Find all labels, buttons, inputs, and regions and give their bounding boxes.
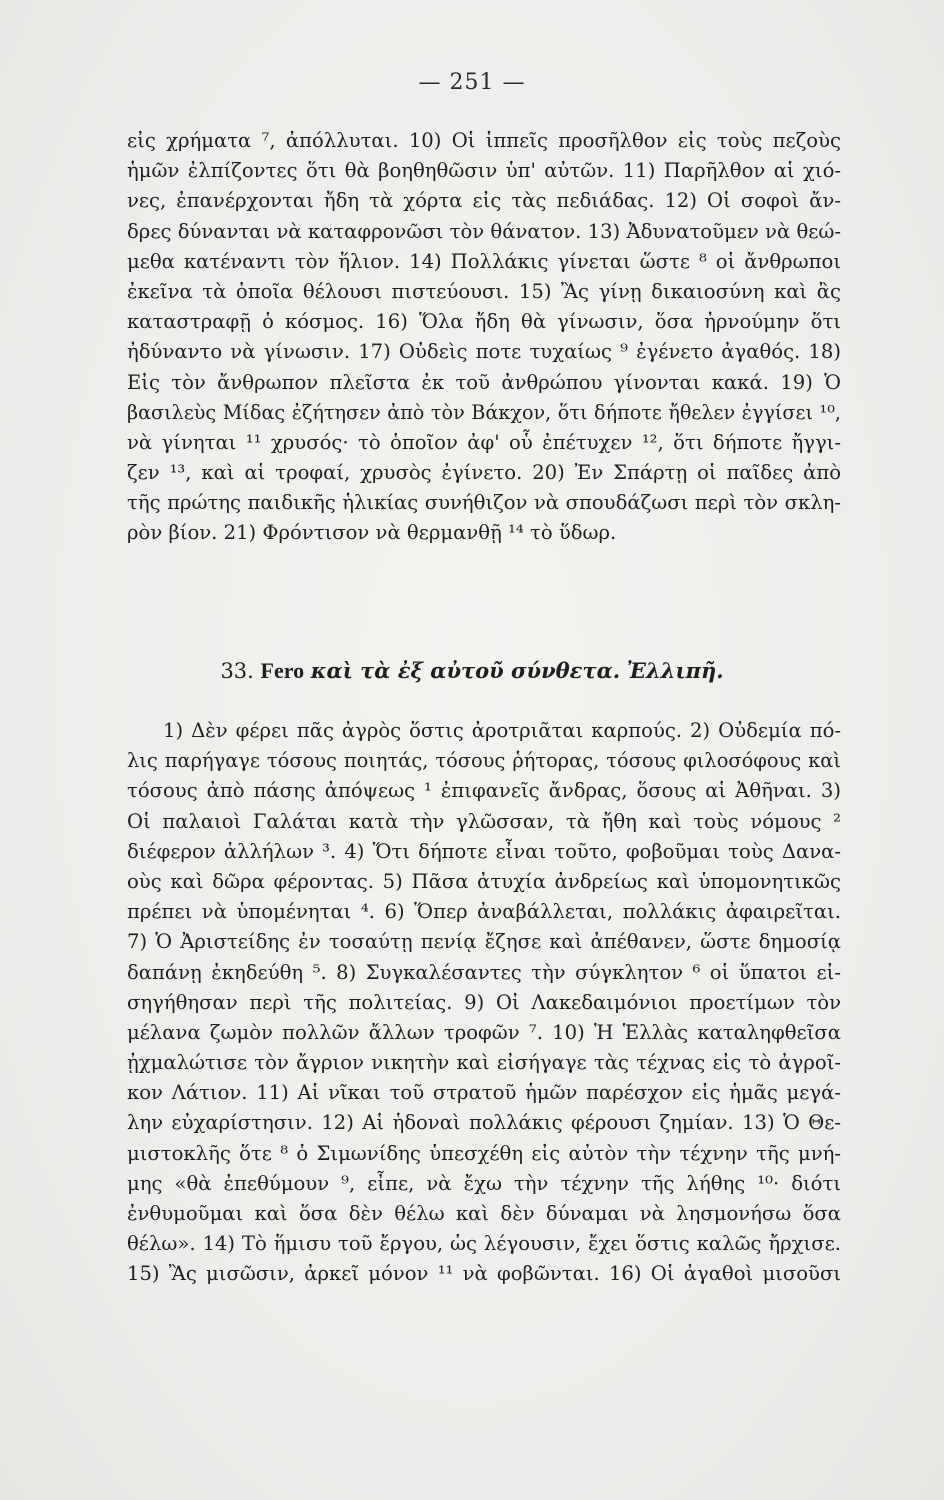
section-latin-word: Fero (260, 658, 305, 683)
text-line: ἐνθυμοῦμαι καὶ ὅσα δὲν θέλω καὶ δὲν δύναμαι νὰ λησμονήσω ὅσα (127, 1202, 841, 1225)
text-line: μέλανα ζωμὸν πολλῶν ἄλλων τροφῶν ⁷. 10) Ἡ Ἑλλὰς καταληφθεῖσα (127, 1020, 841, 1044)
text-line: 7) Ὁ Ἀριστείδης ἐν τοσαύτῃ πενίᾳ ἔζησε καὶ ἀπέθανεν, ὥστε δημοσίᾳ (127, 930, 841, 954)
text-line: μιστοκλῆς ὅτε ⁸ ὁ Σιμωνίδης ὑπεσχέθη εἰς αὐτὸν τὴν τέχνην τῆς μνή- (127, 1141, 841, 1165)
text-line: ρὸν βίον. 21) Φρόντισον νὰ θερμανθῇ ¹⁴ τὸ ὕδωρ. (127, 521, 617, 545)
exercise-text-block-1 (127, 126, 841, 549)
text-line: βασιλεὺς Μίδας ἐζήτησεν ἀπὸ τὸν Βάκχον, ὅτι δήποτε ἤθελεν ἐγγίσει ¹⁰, (127, 400, 841, 424)
text-line: μης «θὰ ἐπεθύμουν ⁹, εἶπε, νὰ ἔχω τὴν τέχνην τῆς λήθης ¹⁰· διότι (127, 1171, 841, 1195)
text-line: νὰ γίνηται ¹¹ χρυσός· τὸ ὁποῖον ἀφ' οὗ ἐπέτυχεν ¹², ὅτι δήποτε ἤγγι- (127, 430, 841, 454)
text-line: καταστραφῇ ὁ κόσμος. 16) Ὅλα ἤδη θὰ γίνωσιν, ὅσα ἠρνούμην ὅτι (127, 310, 841, 334)
page-number: — 251 — (418, 70, 526, 95)
text-line: ἡμῶν ἐλπίζοντες ὅτι θὰ βοηθηθῶσιν ὑπ' αὐτῶν. 11) Παρῆλθον αἱ χιό- (127, 159, 841, 183)
text-line: ἐκεῖνα τὰ ὁποῖα θέλουσι πιστεύουσι. 15) Ἂς γίνῃ δικαιοσύνη καὶ ἂς (127, 279, 841, 303)
text-line: λην εὐχαρίστησιν. 12) Αἱ ἡδοναὶ πολλάκις φέρουσι ζημίαν. 13) Ὁ Θε- (127, 1111, 841, 1135)
text-line: διέφερον ἀλλήλων ³. 4) Ὅτι δήποτε εἶναι τοῦτο, φοβοῦμαι τοὺς Δανα- (127, 839, 841, 863)
section-heading (0, 656, 944, 686)
text-line: σηγήθησαν περὶ τῆς πολιτείας. 9) Οἱ Λακεδαιμόνιοι προετίμων τὸν (127, 990, 841, 1014)
text-line: ᾐχμαλώτισε τὸν ἄγριον νικητὴν καὶ εἰσήγαγε τὰς τέχνας εἰς τὸ ἀγροῖ- (127, 1051, 841, 1075)
text-line: Οἱ παλαιοὶ Γαλάται κατὰ τὴν γλῶσσαν, τὰ ἤθη καὶ τοὺς νόμους ² (127, 809, 841, 833)
text-line: τόσους ἀπὸ πάσης ἀπόψεως ¹ ἐπιφανεῖς ἄνδρας, ὅσους αἱ Ἀθῆναι. 3) (127, 779, 841, 803)
text-line: οὺς καὶ δῶρα φέροντας. 5) Πᾶσα ἀτυχία ἀνδρείως καὶ ὑπομονητικῶς (127, 869, 841, 893)
text-line: πρέπει νὰ ὑπομένηται ⁴. 6) Ὅπερ ἀναβάλλεται, πολλάκις ἀφαιρεῖται. (127, 900, 841, 924)
text-line: λις παρήγαγε τόσους ποιητάς, τόσους ῥήτορας, τόσους φιλοσόφους καὶ (127, 749, 841, 773)
text-line: δρες δύνανται νὰ καταφρονῶσι τὸν θάνατον. 13) Ἀδυνατοῦμεν νὰ θεώ- (127, 219, 841, 243)
text-line: δαπάνῃ ἐκηδεύθη ⁵. 8) Συγκαλέσαντες τὴν σύγκλητον ⁶ οἱ ὕπατοι εἰ- (127, 960, 841, 984)
exercise-text-block-2 (127, 716, 841, 1290)
text-line: μεθα κατέναντι τὸν ἥλιον. 14) Πολλάκις γίνεται ὥστε ⁸ οἱ ἄνθρωποι (127, 249, 841, 273)
text-line: νες, ἐπανέρχονται ἤδη τὰ χόρτα εἰς τὰς πεδιάδας. 12) Οἱ σοφοὶ ἄν- (127, 189, 841, 213)
text-line: κον Λάτιον. 11) Αἱ νῖκαι τοῦ στρατοῦ ἡμῶν παρέσχον εἰς ἡμᾶς μεγά- (127, 1081, 841, 1105)
text-line: Εἰς τὸν ἄνθρωπον πλεῖστα ἐκ τοῦ ἀνθρώπου γίνονται κακά. 19) Ὁ (127, 370, 841, 394)
text-line: 1) Δὲν φέρει πᾶς ἀγρὸς ὅστις ἀροτριᾶται καρπούς. 2) Οὐδεμία πό- (163, 719, 841, 742)
text-line: ζεν ¹³, καὶ αἱ τροφαί, χρυσὸς ἐγίνετο. 20) Ἐν Σπάρτῃ οἱ παῖδες ἀπὸ (127, 461, 841, 485)
text-line: 15) Ἂς μισῶσιν, ἀρκεῖ μόνον ¹¹ νὰ φοβῶνται. 16) Οἱ ἀγαθοὶ μισοῦσι (127, 1262, 841, 1286)
text-line: εἰς χρήματα ⁷, ἀπόλλυται. 10) Οἱ ἱππεῖς προσῆλθον εἰς τοὺς πεζοὺς (127, 129, 841, 152)
text-line: τῆς πρώτης παιδικῆς ἡλικίας συνήθιζον νὰ σπουδάζωσι περὶ τὸν σκλη- (127, 491, 841, 515)
text-line: θέλω». 14) Τὸ ἥμισυ τοῦ ἔργου, ὡς λέγουσιν, ἔχει ὅστις καλῶς ἤρχισε. (127, 1232, 841, 1256)
section-number: 33. (220, 659, 254, 683)
section-title: καὶ τὰ ἐξ αὐτοῦ σύνθετα. (310, 658, 621, 683)
section-subtitle: Ἐλλιπῆ. (626, 658, 724, 683)
text-line: ἠδύναντο νὰ γίνωσιν. 17) Οὐδεὶς ποτε τυχαίως ⁹ ἐγένετο ἀγαθός. 18) (127, 340, 841, 364)
